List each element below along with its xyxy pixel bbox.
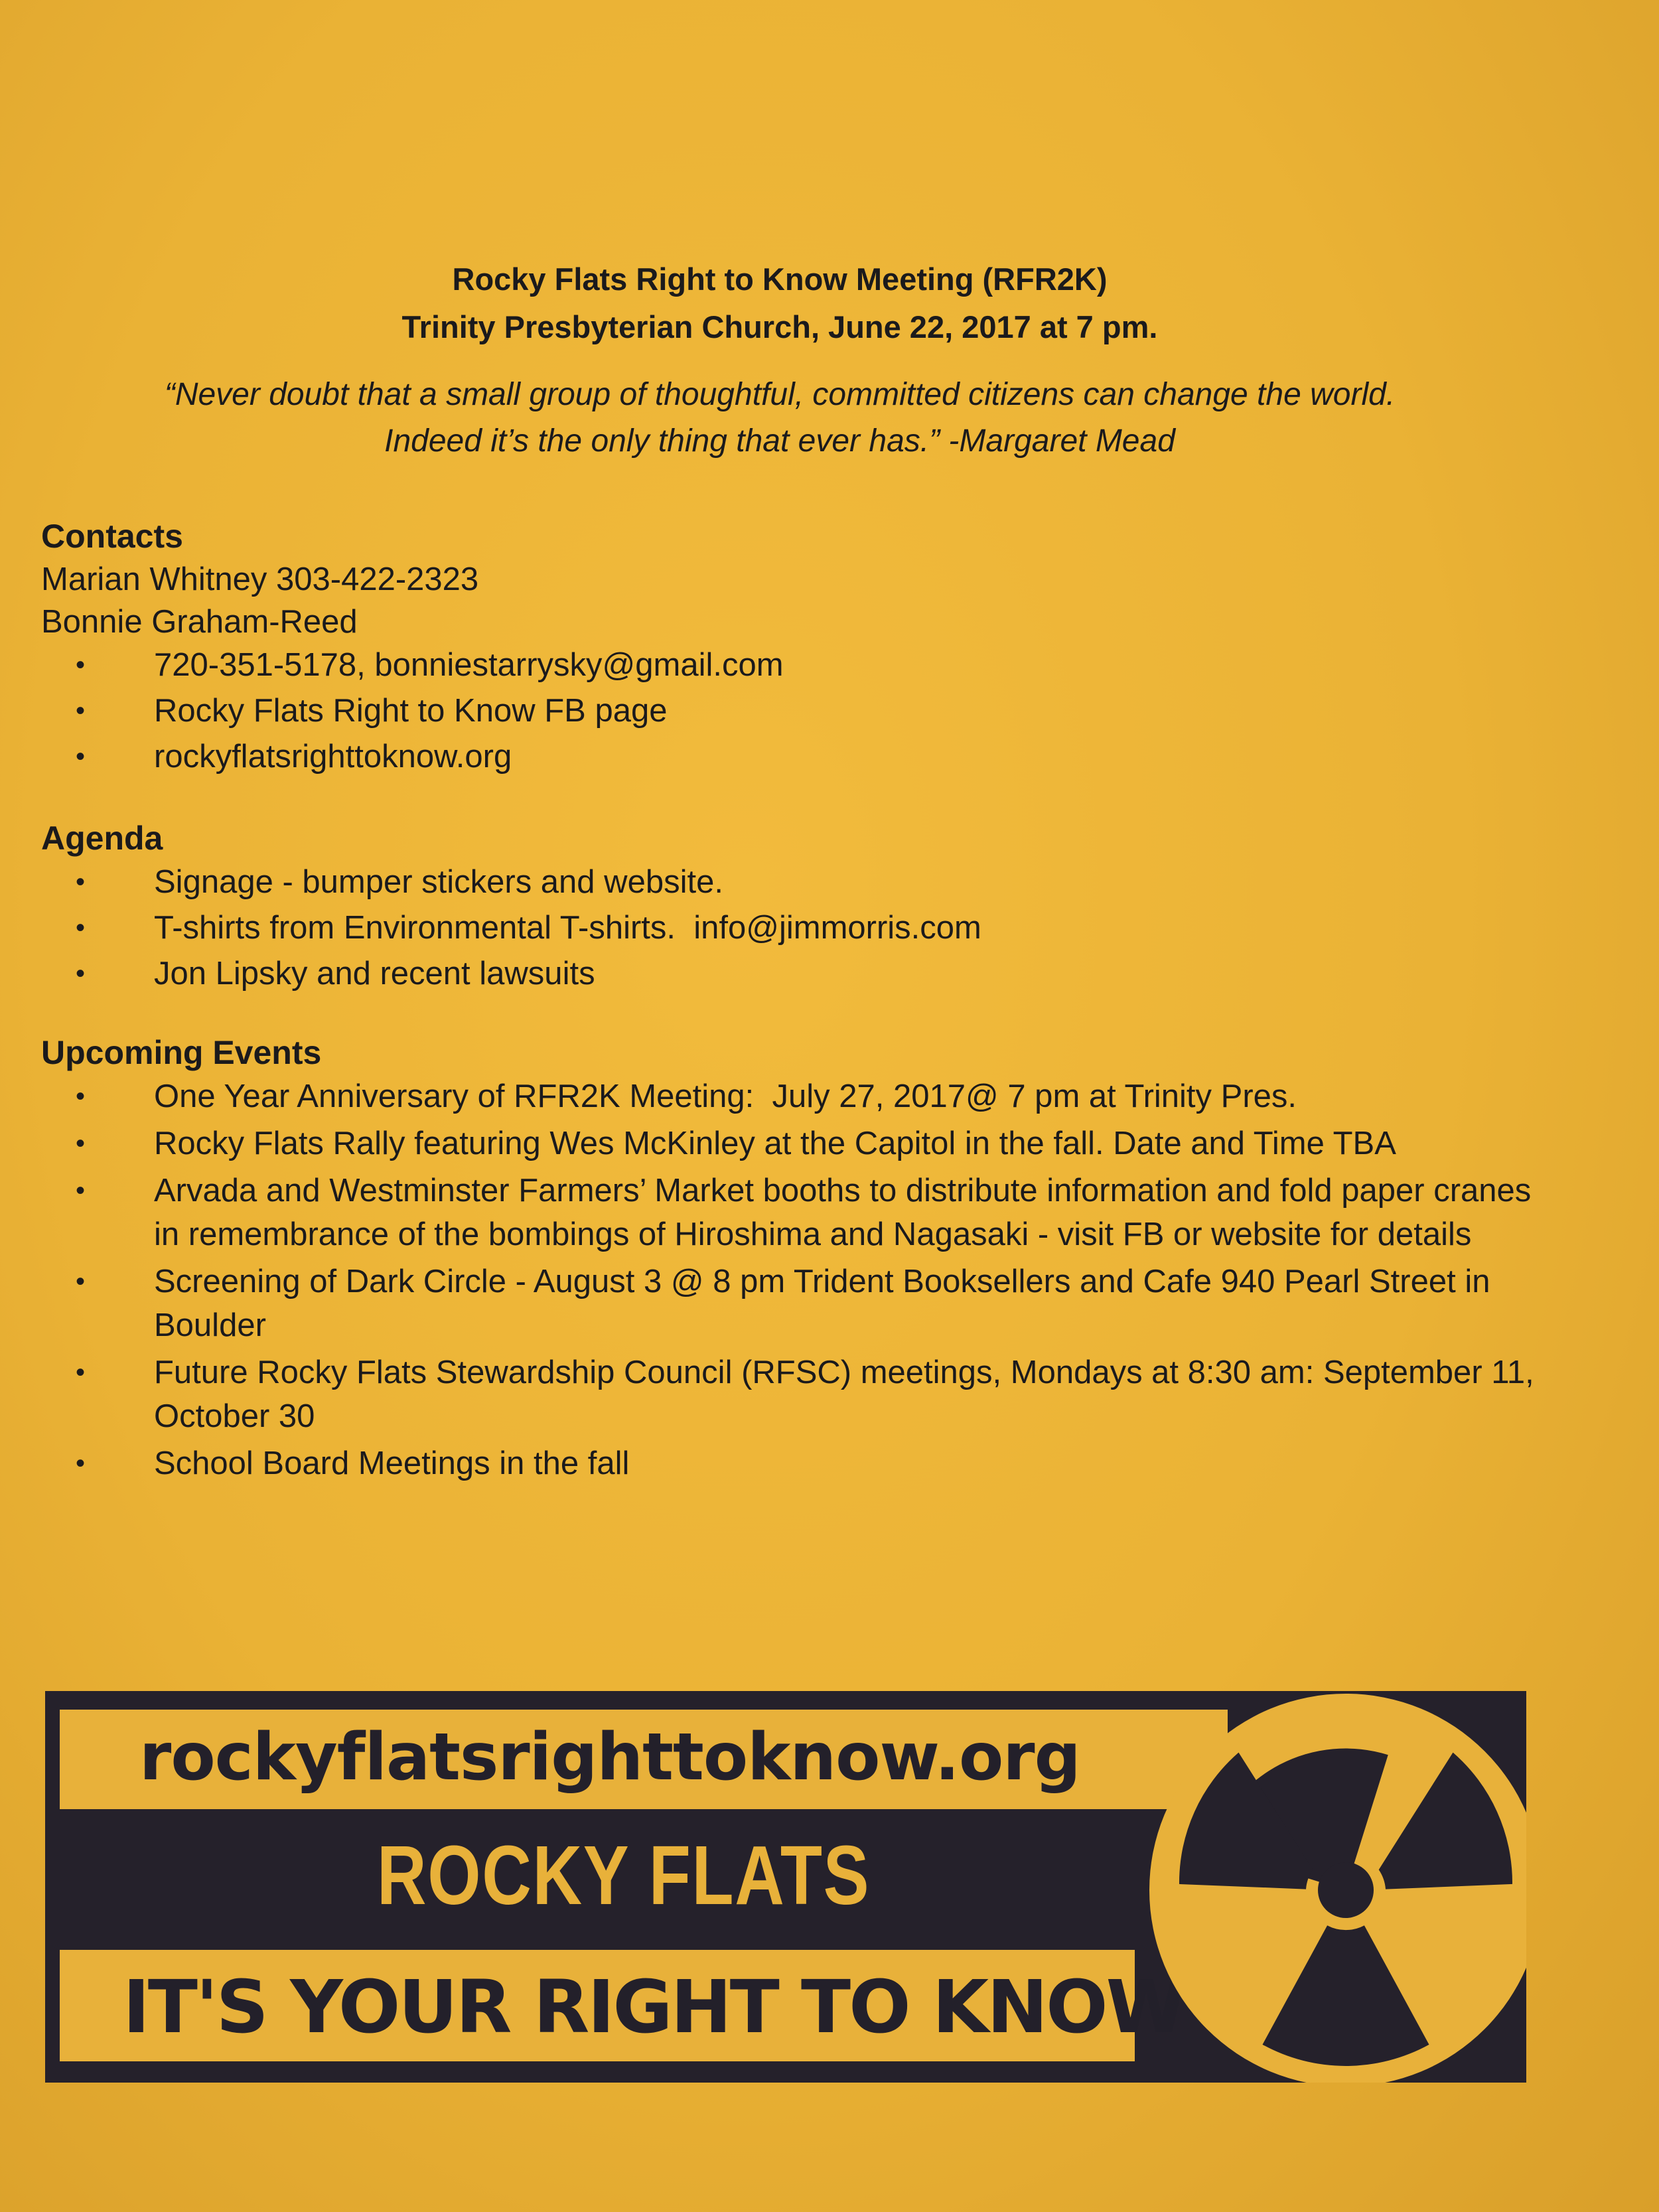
bullet-icon: • xyxy=(76,913,86,942)
bullet-icon: • xyxy=(76,1129,86,1158)
contact-details-list xyxy=(41,643,1534,779)
agenda-list xyxy=(41,860,1534,996)
contact-person-2: Bonnie Graham-Reed xyxy=(41,604,358,640)
banner-slogan-band xyxy=(60,1950,1185,2061)
meeting-header xyxy=(0,256,1559,351)
list-item: • Rocky Flats Rally featuring Wes McKinley at the Capitol in the fall. Date and Time TBA xyxy=(41,1122,1534,1165)
agenda-heading: Agenda xyxy=(41,820,163,857)
contact-person-1: Marian Whitney 303-422-2323 xyxy=(41,561,479,597)
list-item: • 720-351-5178, bonniestarrysky@gmail.com xyxy=(41,643,1534,688)
bullet-icon: • xyxy=(76,1449,86,1478)
bullet-icon: • xyxy=(76,959,86,988)
quote-line-2: Indeed it’s the only thing that ever has.” -Margaret Mead xyxy=(384,423,1175,459)
quote-line-1: “Never doubt that a small group of thoughtful, committed citizens can change the world. xyxy=(164,377,1396,412)
list-item: • Screening of Dark Circle - August 3 @ 8 pm Trident Booksellers and Cafe 940 Pearl Street in Boulder xyxy=(41,1260,1534,1347)
bullet-icon: • xyxy=(76,1358,86,1387)
list-item: • School Board Meetings in the fall xyxy=(41,1441,1534,1485)
radiation-icon xyxy=(1140,1691,1526,2083)
list-item: • Signage - bumper stickers and website. xyxy=(41,860,1534,905)
list-item: • One Year Anniversary of RFR2K Meeting: July 27, 2017@ 7 pm at Trinity Pres. xyxy=(41,1074,1534,1118)
contacts-section xyxy=(41,514,1534,780)
list-item: • Rocky Flats Right to Know FB page xyxy=(41,689,1534,733)
bullet-icon: • xyxy=(76,742,86,771)
banner-title: ROCKY FLATS xyxy=(377,1828,871,1922)
meeting-title: Rocky Flats Right to Know Meeting (RFR2K) xyxy=(452,261,1108,297)
agenda-section xyxy=(41,816,1534,997)
list-item: • Arvada and Westminster Farmers’ Market booths to distribute information and fold paper cranes in remembrance of the bombings of Hiroshima and Nagasaki - visit FB or website for details xyxy=(41,1169,1534,1256)
bullet-icon: • xyxy=(76,650,86,680)
bullet-icon: • xyxy=(76,1176,86,1205)
quote xyxy=(0,372,1559,465)
upcoming-events-section xyxy=(41,1031,1534,1489)
events-list xyxy=(41,1074,1534,1485)
bullet-icon: • xyxy=(76,1267,86,1296)
upcoming-events-heading: Upcoming Events xyxy=(41,1034,322,1071)
banner-url: rockyflatsrighttoknow.org xyxy=(139,1720,1080,1795)
list-item: • T-shirts from Environmental T-shirts. info@jimmorris.com xyxy=(41,906,1534,950)
bullet-icon: • xyxy=(76,1082,86,1111)
list-item: • Future Rocky Flats Stewardship Council (RFSC) meetings, Mondays at 8:30 am: September 11, October 30 xyxy=(41,1351,1534,1438)
list-item: • Jon Lipsky and recent lawsuits xyxy=(41,952,1534,996)
banner-url-band xyxy=(60,1710,1228,1809)
list-item: • rockyflatsrighttoknow.org xyxy=(41,735,1534,779)
bullet-icon: • xyxy=(76,696,86,725)
banner-slogan: IT'S YOUR RIGHT TO KNOW xyxy=(123,1964,1185,2049)
bumper-sticker-banner xyxy=(45,1691,1526,2083)
bullet-icon: • xyxy=(76,867,86,897)
contacts-heading: Contacts xyxy=(41,518,183,555)
meeting-location-date: Trinity Presbyterian Church, June 22, 2017 at 7 pm. xyxy=(401,309,1158,344)
